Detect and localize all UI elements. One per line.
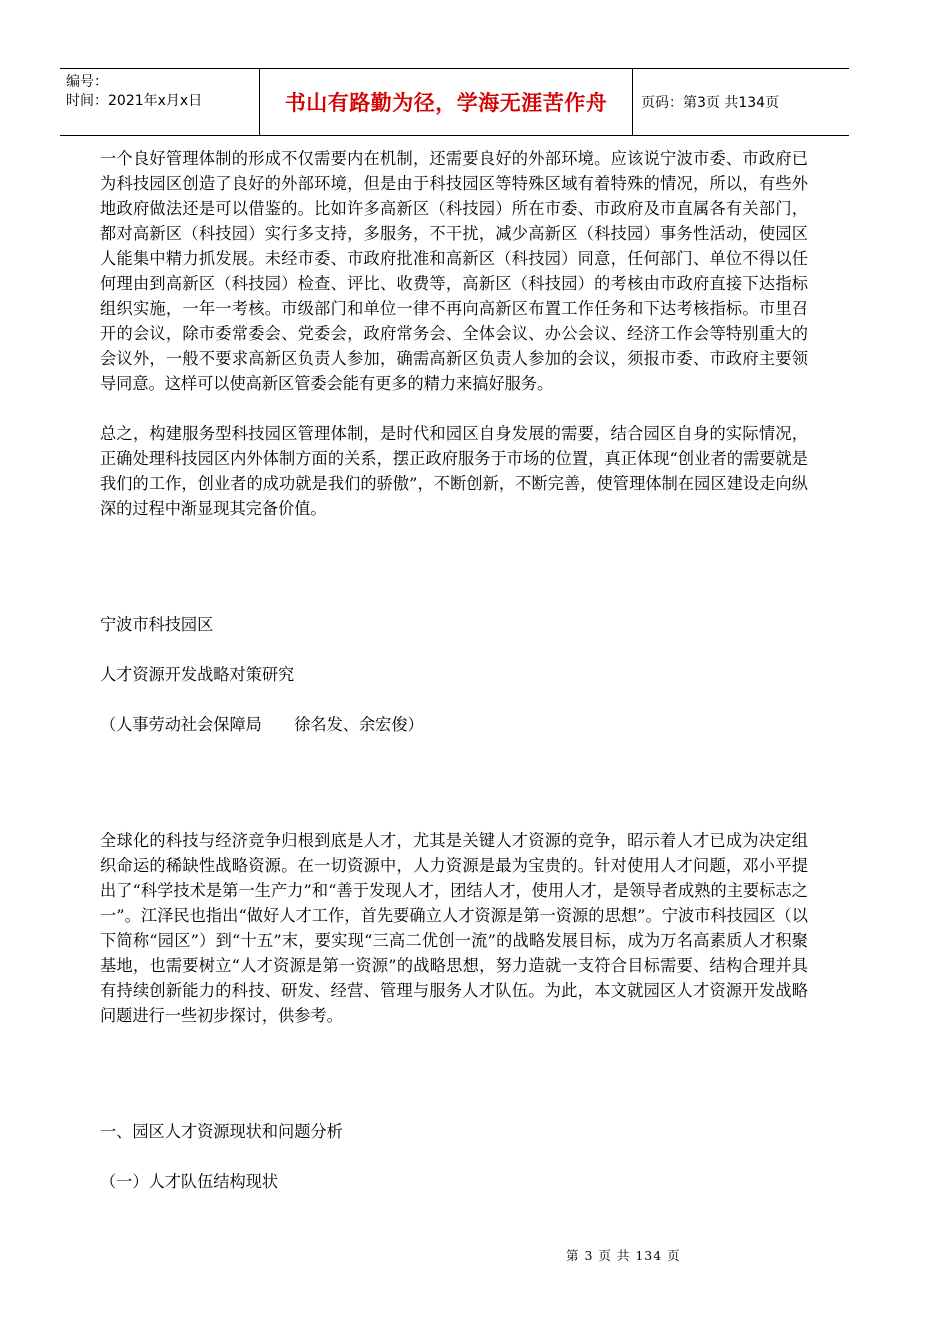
article-title-line1: 宁波市科技园区	[100, 615, 214, 634]
doc-time-label: 时间：2021年x月x日	[66, 93, 203, 109]
article-authors: （人事劳动社会保障局 徐名发、余宏俊）	[100, 715, 424, 734]
page-header	[60, 68, 849, 136]
section-heading: 一、园区人才资源现状和问题分析	[100, 1122, 343, 1141]
article-title-line2: 人才资源开发战略对策研究	[100, 665, 295, 684]
page-footer: 第 3 页 共 134 页	[566, 1248, 681, 1263]
subsection-heading: （一）人才队伍结构现状	[100, 1172, 279, 1191]
header-meta	[60, 69, 259, 135]
paragraph-conclusion: 总之，构建服务型科技园区管理体制，是时代和园区自身发展的需要，结合园区自身的实际情况，正确处理科技园区内外体制方面的关系，摆正政府服务于市场的位置，真正体现“创业者的需要就是我们的工作，创业者的成功就是我们的骄傲”，不断创新，不断完善，使管理体制在园区建设走向纵深的过程中渐显现其完备价值。	[100, 424, 808, 518]
header-page-number: 页码：第3页 共134页	[641, 95, 780, 111]
doc-code-label: 编号：	[66, 74, 108, 90]
paragraph-introduction: 全球化的科技与经济竞争归根到底是人才，尤其是关键人才资源的竞争，昭示着人才已成为决定组织命运的稀缺性战略资源。在一切资源中，人力资源是最为宝贵的。针对使用人才问题，邓小平提出了“科学技术是第一生产力”和“善于发现人才，团结人才，使用人才，是领导者成熟的主要标志之一”。江泽民也指出“做好人才工作，首先要确立人才资源是第一资源的思想”。宁波市科技园区（以下简称“园区”）到“十五”末，要实现“三高二优创一流”的战略发展目标，成为万名高素质人才积聚基地，也需要树立“人才资源是第一资源”的战略思想，努力造就一支符合目标需要、结构合理并具有持续创新能力的科技、研发、经营、管理与服务人才队伍。为此，本文就园区人才资源开发战略问题进行一些初步探讨，供参考。	[100, 831, 808, 1025]
document-body	[100, 146, 808, 1194]
paragraph-management-environment: 一个良好管理体制的形成不仅需要内在机制，还需要良好的外部环境。应该说宁波市委、市政府已为科技园区创造了良好的外部环境，但是由于科技园区等特殊区域有着特殊的情况，所以，有些外地政府做法还是可以借鉴的。比如许多高新区（科技园）所在市委、市政府及市直属各有关部门，都对高新区（科技园）实行多支持，多服务，不干扰，减少高新区（科技园）事务性活动，使园区人能集中精力抓发展。未经市委、市政府批准和高新区（科技园）同意，任何部门、单位不得以任何理由到高新区（科技园）检查、评比、收费等，高新区（科技园）的考核由市政府直接下达指标组织实施，一年一考核。市级部门和单位一律不再向高新区布置工作任务和下达考核指标。市里召开的会议，除市委常委会、党委会，政府常务会、全体会议、办公会议、经济工作会等特别重大的会议外，一般不要求高新区负责人参加，确需高新区负责人参加的会议，须报市委、市政府主要领导同意。这样可以使高新区管委会能有更多的精力来搞好服务。	[100, 149, 808, 393]
header-motto: 书山有路勤为径，学海无涯苦作舟	[259, 69, 633, 135]
